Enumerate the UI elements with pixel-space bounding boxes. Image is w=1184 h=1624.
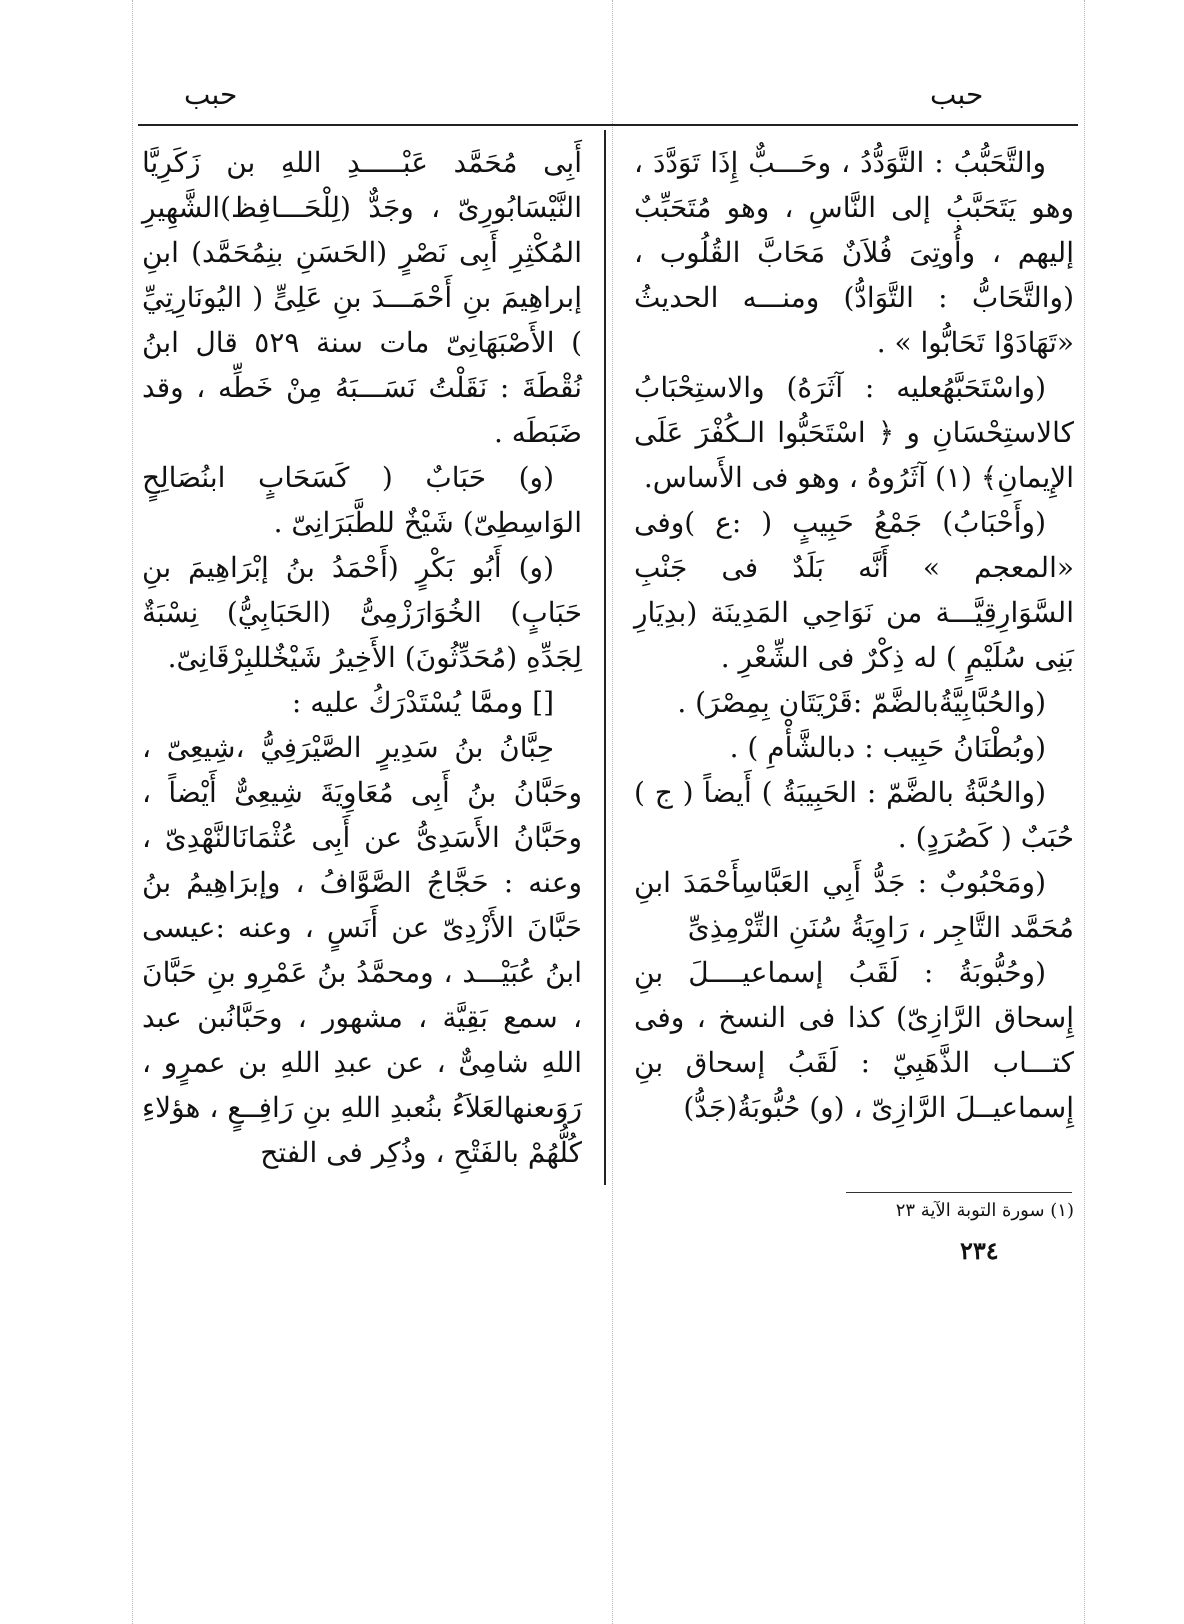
- entry-paragraph: (وأَحْبَابُ) جَمْعُ حَبِيبٍ ( :ع )وفى «المعجم » أَنَّه بَلَدٌ فى جَنْبِ السَّوَارِقِيَّـــة من نَوَاحِي المَدِينَة (بدِيَارِ بَنِى سُلَيْمٍ ) له ذِكْرٌ فى الشِّعْرِ .: [634, 506, 1074, 674]
- running-header-right: حبب: [930, 78, 984, 111]
- entry-paragraph: (ومَحْبُوبٌ : جَدُّ أَبِي العَبَّاسِأَحْمَدَ ابنِ مُحَمَّد التَّاجِر ، رَاوِيَةُ سُنَنِ التِّرْمِذِىِّ: [634, 866, 1074, 944]
- running-header-left: حبب: [184, 78, 238, 111]
- entry-paragraph: (وحُبُّوبَةُ : لَقَبُ إسماعيــــلَ بنِ إِسحاق الرَّازِىّ) كذا فى النسخ ، وفى كتـــاب الذَّهَبِيّ : لَقَبُ إسحاق بنِ إِسماعيــلَ الرَّازِىّ ، (و) حُبُّوبَةُ(جَدُّ): [634, 956, 1074, 1124]
- margin-guide: [132, 0, 133, 1624]
- margin-guide: [1084, 0, 1085, 1624]
- entry-paragraph: (والحُبَّابِيَّةُبالضَّمّ :قَرْيَتَان بِمِصْرَ) .: [677, 686, 1046, 719]
- footnote: (١) سورة التوبة الآية ٢٣: [895, 1200, 1074, 1221]
- entry-paragraph: أَبِى مُحَمَّد عَبْـــــدِ اللهِ بن زَكَرِيَّا النَّيْسَابُورِىّ ، وجَدٌّ (لِلْحَـــافِظ)الشَّهِيرِ المُكْثِرِ أَبِى نَصْرٍ (الحَسَنِ بنِمُحَمَّد) ابنِ إبراهِيمَ بنِ أَحْمَـــدَ بنِ عَلِىٍّ ( اليُونَارِتِيِّ ) الأَصْبَهَانِىّ مات سنة ٥٢٩ قال ابنُ نُقْطَةَ : نَقَلْتُ نَسَـــبَهُ مِنْ خَطِّه ، وقد ضَبَطَه .: [142, 146, 582, 449]
- entry-paragraph: والتَّحَبُّبُ : التَّوَدُّدُ ، وحَـــبٌّ إِذَا تَوَدَّدَ ، وهو يَتَحَبَّبُ إلى النَّاسِ ، وهو مُتَحَبِّبٌ إليهم ، وأُوتِىَ فُلاَنٌ مَحَابَّ القُلُوب ، (والتَّحَابُّ : التَّوَادُّ) ومنـــه الحديثُ «تَهَادَوْا تَحَابُّوا » .: [634, 146, 1074, 359]
- footnote-rule: [846, 1192, 1072, 1193]
- entry-paragraph: (والحُبَّةُ بالضَّمّ : الحَبِيبَةُ ) أَيضاً ( ج ) حُبَبٌ ( كَصُرَدٍ) .: [634, 776, 1074, 854]
- entry-paragraph: حِبَّانُ بنُ سَدِيرٍ الصَّيْرَفِيُّ ،شِيعِىّ ، وحَبَّانُ بنُ أَبِى مُعَاوِيَةَ شِيعِىٌّ أَيْضاً ، وحَبَّانُ الأَسَدِىُّ عن أَبِى عُثْمَانَالنَّهْدِىّ ، وعنه : حَجَّاجُ الصَّوَّافُ ، وإبرَاهِيمُ بنُ حَبَّانَ الأَزْدِىّ عن أَنَسٍ ، وعنه :عيسى ابنُ عُبَيْـــد ، ومحمَّدُ بنُ عَمْرِو بنِ حَبَّانَ ، سمع بَقِيَّة ، مشهور ، وحَبَّانُبن عبد اللهِ شامِىٌّ ، عن عبدِ اللهِ بن عمرٍو ، رَوَىعنهالعَلاَءُ بنُعبدِ اللهِ بنِ رَافِــعٍ ، هؤلاءِ كُلُّهُمْ بالفَتْحِ ، وذُكِر فى الفتح: [142, 731, 582, 1169]
- right-column: [634, 140, 1074, 1130]
- center-guide: [612, 0, 613, 1624]
- column-divider: [604, 130, 606, 1185]
- entry-paragraph: (و) حَبَابٌ ( كَسَحَابٍ ابنُصَالِحٍ الوَاسِطِىّ) شَيْخٌ للطَّبَرَانِىّ .: [142, 461, 582, 539]
- page-number: ٢٣٤: [960, 1236, 999, 1265]
- entry-paragraph: (و) أَبُو بَكْرٍ (أَحْمَدُ بنُ إبْرَاهِيمَ بنِ حَبَابٍ) الخُوَارَزْمِىُّ (الحَبَابِيُّ) نِسْبَةٌ لِجَدِّهِ (مُحَدِّثُونَ) الأَخِيرُ شَيْخٌللبِرْقَانِىّ.: [142, 551, 582, 674]
- entry-paragraph: (وبُطْنَانُ حَبِيب : دبالشَّأْمِ ) .: [729, 731, 1046, 764]
- supplement-heading: [] وممَّا يُسْتَدْرَكُ عليه :: [291, 686, 554, 719]
- left-column: [142, 140, 582, 1175]
- header-rule: [138, 124, 1078, 126]
- entry-paragraph: (واسْتَحَبَّهُعليه : آثَرَهُ) والاستِحْبَابُ كالاستِحْسَانِ و ﴿ اسْتَحَبُّوا الـكُفْرَ عَلَى الإِيمانِ﴾ (١) آثَرُوهُ ، وهو فى الأَساس.: [634, 371, 1074, 494]
